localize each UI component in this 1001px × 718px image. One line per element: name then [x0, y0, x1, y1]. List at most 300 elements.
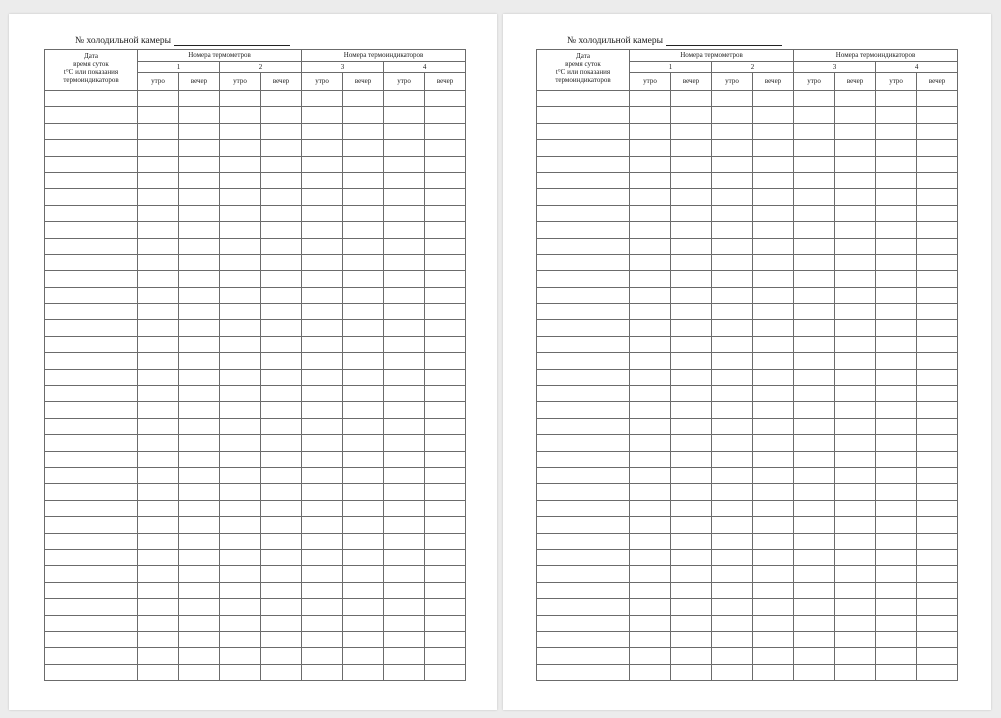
- reading-cell[interactable]: [753, 648, 794, 664]
- reading-cell[interactable]: [876, 533, 917, 549]
- reading-cell[interactable]: [384, 615, 425, 631]
- reading-cell[interactable]: [630, 451, 671, 467]
- reading-cell[interactable]: [425, 107, 466, 123]
- reading-cell[interactable]: [835, 238, 876, 254]
- reading-cell[interactable]: [425, 140, 466, 156]
- reading-cell[interactable]: [343, 205, 384, 221]
- reading-cell[interactable]: [343, 353, 384, 369]
- reading-cell[interactable]: [425, 517, 466, 533]
- date-cell[interactable]: [45, 140, 138, 156]
- reading-cell[interactable]: [220, 238, 261, 254]
- date-cell[interactable]: [45, 287, 138, 303]
- reading-cell[interactable]: [753, 500, 794, 516]
- reading-cell[interactable]: [917, 599, 958, 615]
- reading-cell[interactable]: [835, 369, 876, 385]
- reading-cell[interactable]: [712, 156, 753, 172]
- reading-cell[interactable]: [343, 172, 384, 188]
- reading-cell[interactable]: [302, 353, 343, 369]
- reading-cell[interactable]: [712, 533, 753, 549]
- reading-cell[interactable]: [343, 336, 384, 352]
- reading-cell[interactable]: [753, 615, 794, 631]
- reading-cell[interactable]: [384, 500, 425, 516]
- reading-cell[interactable]: [179, 484, 220, 500]
- reading-cell[interactable]: [794, 172, 835, 188]
- reading-cell[interactable]: [876, 353, 917, 369]
- reading-cell[interactable]: [876, 271, 917, 287]
- reading-cell[interactable]: [302, 648, 343, 664]
- date-cell[interactable]: [45, 533, 138, 549]
- reading-cell[interactable]: [302, 271, 343, 287]
- reading-cell[interactable]: [302, 517, 343, 533]
- reading-cell[interactable]: [384, 172, 425, 188]
- reading-cell[interactable]: [261, 664, 302, 680]
- reading-cell[interactable]: [835, 418, 876, 434]
- reading-cell[interactable]: [876, 517, 917, 533]
- reading-cell[interactable]: [917, 320, 958, 336]
- date-cell[interactable]: [45, 631, 138, 647]
- date-cell[interactable]: [45, 369, 138, 385]
- reading-cell[interactable]: [630, 467, 671, 483]
- reading-cell[interactable]: [753, 156, 794, 172]
- reading-cell[interactable]: [261, 336, 302, 352]
- reading-cell[interactable]: [712, 140, 753, 156]
- date-cell[interactable]: [45, 386, 138, 402]
- reading-cell[interactable]: [630, 107, 671, 123]
- reading-cell[interactable]: [179, 222, 220, 238]
- reading-cell[interactable]: [138, 631, 179, 647]
- reading-cell[interactable]: [835, 123, 876, 139]
- reading-cell[interactable]: [630, 615, 671, 631]
- reading-cell[interactable]: [343, 287, 384, 303]
- reading-cell[interactable]: [794, 599, 835, 615]
- reading-cell[interactable]: [630, 517, 671, 533]
- reading-cell[interactable]: [917, 140, 958, 156]
- reading-cell[interactable]: [876, 582, 917, 598]
- reading-cell[interactable]: [138, 418, 179, 434]
- reading-cell[interactable]: [794, 336, 835, 352]
- reading-cell[interactable]: [753, 467, 794, 483]
- reading-cell[interactable]: [343, 664, 384, 680]
- reading-cell[interactable]: [220, 418, 261, 434]
- date-cell[interactable]: [537, 123, 630, 139]
- reading-cell[interactable]: [835, 599, 876, 615]
- date-cell[interactable]: [537, 418, 630, 434]
- date-cell[interactable]: [537, 566, 630, 582]
- reading-cell[interactable]: [179, 418, 220, 434]
- reading-cell[interactable]: [671, 205, 712, 221]
- reading-cell[interactable]: [835, 287, 876, 303]
- date-cell[interactable]: [45, 189, 138, 205]
- reading-cell[interactable]: [712, 320, 753, 336]
- reading-cell[interactable]: [753, 353, 794, 369]
- reading-cell[interactable]: [876, 222, 917, 238]
- reading-cell[interactable]: [425, 418, 466, 434]
- reading-cell[interactable]: [179, 402, 220, 418]
- reading-cell[interactable]: [138, 369, 179, 385]
- reading-cell[interactable]: [343, 254, 384, 270]
- reading-cell[interactable]: [425, 222, 466, 238]
- reading-cell[interactable]: [630, 189, 671, 205]
- reading-cell[interactable]: [630, 140, 671, 156]
- reading-cell[interactable]: [794, 467, 835, 483]
- reading-cell[interactable]: [220, 517, 261, 533]
- reading-cell[interactable]: [917, 271, 958, 287]
- date-cell[interactable]: [537, 287, 630, 303]
- reading-cell[interactable]: [302, 336, 343, 352]
- reading-cell[interactable]: [753, 582, 794, 598]
- reading-cell[interactable]: [384, 205, 425, 221]
- reading-cell[interactable]: [630, 222, 671, 238]
- reading-cell[interactable]: [917, 566, 958, 582]
- reading-cell[interactable]: [671, 402, 712, 418]
- reading-cell[interactable]: [425, 254, 466, 270]
- reading-cell[interactable]: [794, 386, 835, 402]
- reading-cell[interactable]: [384, 238, 425, 254]
- reading-cell[interactable]: [712, 304, 753, 320]
- reading-cell[interactable]: [138, 172, 179, 188]
- reading-cell[interactable]: [179, 254, 220, 270]
- reading-cell[interactable]: [179, 631, 220, 647]
- reading-cell[interactable]: [794, 664, 835, 680]
- reading-cell[interactable]: [917, 189, 958, 205]
- reading-cell[interactable]: [671, 599, 712, 615]
- reading-cell[interactable]: [138, 566, 179, 582]
- reading-cell[interactable]: [343, 648, 384, 664]
- reading-cell[interactable]: [138, 320, 179, 336]
- reading-cell[interactable]: [302, 451, 343, 467]
- reading-cell[interactable]: [138, 549, 179, 565]
- reading-cell[interactable]: [138, 107, 179, 123]
- reading-cell[interactable]: [384, 599, 425, 615]
- reading-cell[interactable]: [712, 599, 753, 615]
- date-cell[interactable]: [45, 320, 138, 336]
- reading-cell[interactable]: [425, 402, 466, 418]
- reading-cell[interactable]: [671, 386, 712, 402]
- reading-cell[interactable]: [753, 271, 794, 287]
- reading-cell[interactable]: [261, 140, 302, 156]
- reading-cell[interactable]: [302, 386, 343, 402]
- reading-cell[interactable]: [179, 336, 220, 352]
- reading-cell[interactable]: [261, 271, 302, 287]
- reading-cell[interactable]: [671, 271, 712, 287]
- reading-cell[interactable]: [384, 353, 425, 369]
- reading-cell[interactable]: [384, 517, 425, 533]
- reading-cell[interactable]: [261, 648, 302, 664]
- reading-cell[interactable]: [712, 451, 753, 467]
- date-cell[interactable]: [537, 664, 630, 680]
- reading-cell[interactable]: [302, 369, 343, 385]
- reading-cell[interactable]: [794, 402, 835, 418]
- reading-cell[interactable]: [179, 353, 220, 369]
- date-cell[interactable]: [45, 238, 138, 254]
- reading-cell[interactable]: [712, 107, 753, 123]
- reading-cell[interactable]: [712, 238, 753, 254]
- reading-cell[interactable]: [179, 451, 220, 467]
- reading-cell[interactable]: [138, 500, 179, 516]
- reading-cell[interactable]: [794, 582, 835, 598]
- reading-cell[interactable]: [712, 402, 753, 418]
- reading-cell[interactable]: [630, 369, 671, 385]
- reading-cell[interactable]: [425, 205, 466, 221]
- reading-cell[interactable]: [343, 631, 384, 647]
- reading-cell[interactable]: [179, 172, 220, 188]
- reading-cell[interactable]: [425, 238, 466, 254]
- reading-cell[interactable]: [179, 664, 220, 680]
- reading-cell[interactable]: [343, 615, 384, 631]
- reading-cell[interactable]: [712, 369, 753, 385]
- reading-cell[interactable]: [220, 140, 261, 156]
- reading-cell[interactable]: [220, 549, 261, 565]
- date-cell[interactable]: [45, 467, 138, 483]
- reading-cell[interactable]: [425, 631, 466, 647]
- reading-cell[interactable]: [876, 549, 917, 565]
- reading-cell[interactable]: [671, 336, 712, 352]
- reading-cell[interactable]: [876, 320, 917, 336]
- reading-cell[interactable]: [753, 222, 794, 238]
- reading-cell[interactable]: [425, 353, 466, 369]
- reading-cell[interactable]: [425, 500, 466, 516]
- reading-cell[interactable]: [138, 484, 179, 500]
- reading-cell[interactable]: [630, 484, 671, 500]
- reading-cell[interactable]: [712, 222, 753, 238]
- reading-cell[interactable]: [630, 631, 671, 647]
- reading-cell[interactable]: [179, 615, 220, 631]
- reading-cell[interactable]: [261, 369, 302, 385]
- date-cell[interactable]: [537, 402, 630, 418]
- reading-cell[interactable]: [261, 500, 302, 516]
- reading-cell[interactable]: [917, 467, 958, 483]
- reading-cell[interactable]: [138, 156, 179, 172]
- reading-cell[interactable]: [302, 467, 343, 483]
- reading-cell[interactable]: [917, 631, 958, 647]
- reading-cell[interactable]: [835, 353, 876, 369]
- reading-cell[interactable]: [876, 664, 917, 680]
- reading-cell[interactable]: [876, 418, 917, 434]
- reading-cell[interactable]: [138, 615, 179, 631]
- reading-cell[interactable]: [876, 156, 917, 172]
- reading-cell[interactable]: [630, 336, 671, 352]
- reading-cell[interactable]: [179, 189, 220, 205]
- reading-cell[interactable]: [343, 467, 384, 483]
- reading-cell[interactable]: [261, 599, 302, 615]
- reading-cell[interactable]: [876, 205, 917, 221]
- date-cell[interactable]: [45, 156, 138, 172]
- reading-cell[interactable]: [220, 631, 261, 647]
- date-cell[interactable]: [537, 386, 630, 402]
- reading-cell[interactable]: [671, 287, 712, 303]
- reading-cell[interactable]: [835, 271, 876, 287]
- reading-cell[interactable]: [343, 484, 384, 500]
- reading-cell[interactable]: [917, 648, 958, 664]
- reading-cell[interactable]: [753, 320, 794, 336]
- reading-cell[interactable]: [220, 353, 261, 369]
- reading-cell[interactable]: [794, 140, 835, 156]
- reading-cell[interactable]: [384, 484, 425, 500]
- reading-cell[interactable]: [343, 418, 384, 434]
- reading-cell[interactable]: [261, 320, 302, 336]
- date-cell[interactable]: [537, 435, 630, 451]
- reading-cell[interactable]: [384, 271, 425, 287]
- reading-cell[interactable]: [220, 336, 261, 352]
- reading-cell[interactable]: [671, 648, 712, 664]
- date-cell[interactable]: [45, 664, 138, 680]
- reading-cell[interactable]: [671, 582, 712, 598]
- reading-cell[interactable]: [138, 599, 179, 615]
- reading-cell[interactable]: [917, 205, 958, 221]
- reading-cell[interactable]: [917, 238, 958, 254]
- date-cell[interactable]: [537, 336, 630, 352]
- reading-cell[interactable]: [630, 664, 671, 680]
- reading-cell[interactable]: [835, 467, 876, 483]
- reading-cell[interactable]: [343, 107, 384, 123]
- reading-cell[interactable]: [876, 402, 917, 418]
- reading-cell[interactable]: [220, 107, 261, 123]
- reading-cell[interactable]: [876, 615, 917, 631]
- date-cell[interactable]: [537, 500, 630, 516]
- reading-cell[interactable]: [917, 91, 958, 107]
- reading-cell[interactable]: [261, 222, 302, 238]
- reading-cell[interactable]: [630, 205, 671, 221]
- reading-cell[interactable]: [220, 254, 261, 270]
- reading-cell[interactable]: [302, 287, 343, 303]
- reading-cell[interactable]: [220, 648, 261, 664]
- reading-cell[interactable]: [261, 402, 302, 418]
- reading-cell[interactable]: [630, 123, 671, 139]
- reading-cell[interactable]: [712, 467, 753, 483]
- date-cell[interactable]: [537, 189, 630, 205]
- reading-cell[interactable]: [179, 566, 220, 582]
- reading-cell[interactable]: [876, 254, 917, 270]
- reading-cell[interactable]: [712, 205, 753, 221]
- reading-cell[interactable]: [384, 222, 425, 238]
- reading-cell[interactable]: [261, 467, 302, 483]
- reading-cell[interactable]: [261, 107, 302, 123]
- date-cell[interactable]: [537, 107, 630, 123]
- reading-cell[interactable]: [261, 549, 302, 565]
- reading-cell[interactable]: [794, 484, 835, 500]
- reading-cell[interactable]: [343, 599, 384, 615]
- reading-cell[interactable]: [753, 418, 794, 434]
- reading-cell[interactable]: [261, 517, 302, 533]
- reading-cell[interactable]: [753, 107, 794, 123]
- date-cell[interactable]: [45, 205, 138, 221]
- reading-cell[interactable]: [835, 549, 876, 565]
- date-cell[interactable]: [45, 123, 138, 139]
- reading-cell[interactable]: [220, 599, 261, 615]
- reading-cell[interactable]: [302, 254, 343, 270]
- reading-cell[interactable]: [794, 549, 835, 565]
- reading-cell[interactable]: [753, 287, 794, 303]
- reading-cell[interactable]: [630, 386, 671, 402]
- reading-cell[interactable]: [302, 156, 343, 172]
- reading-cell[interactable]: [138, 467, 179, 483]
- reading-cell[interactable]: [794, 205, 835, 221]
- reading-cell[interactable]: [794, 369, 835, 385]
- date-cell[interactable]: [45, 484, 138, 500]
- reading-cell[interactable]: [876, 140, 917, 156]
- reading-cell[interactable]: [384, 451, 425, 467]
- reading-cell[interactable]: [138, 287, 179, 303]
- reading-cell[interactable]: [671, 123, 712, 139]
- reading-cell[interactable]: [343, 533, 384, 549]
- reading-cell[interactable]: [384, 648, 425, 664]
- reading-cell[interactable]: [179, 599, 220, 615]
- reading-cell[interactable]: [220, 402, 261, 418]
- reading-cell[interactable]: [384, 287, 425, 303]
- reading-cell[interactable]: [261, 386, 302, 402]
- reading-cell[interactable]: [835, 222, 876, 238]
- reading-cell[interactable]: [343, 320, 384, 336]
- reading-cell[interactable]: [671, 566, 712, 582]
- reading-cell[interactable]: [794, 222, 835, 238]
- reading-cell[interactable]: [671, 304, 712, 320]
- reading-cell[interactable]: [425, 304, 466, 320]
- date-cell[interactable]: [45, 582, 138, 598]
- reading-cell[interactable]: [753, 189, 794, 205]
- reading-cell[interactable]: [343, 582, 384, 598]
- reading-cell[interactable]: [835, 500, 876, 516]
- reading-cell[interactable]: [876, 648, 917, 664]
- reading-cell[interactable]: [876, 123, 917, 139]
- reading-cell[interactable]: [671, 254, 712, 270]
- reading-cell[interactable]: [425, 467, 466, 483]
- reading-cell[interactable]: [630, 172, 671, 188]
- reading-cell[interactable]: [835, 254, 876, 270]
- reading-cell[interactable]: [917, 107, 958, 123]
- reading-cell[interactable]: [138, 517, 179, 533]
- reading-cell[interactable]: [794, 631, 835, 647]
- reading-cell[interactable]: [179, 500, 220, 516]
- reading-cell[interactable]: [179, 156, 220, 172]
- date-cell[interactable]: [45, 172, 138, 188]
- reading-cell[interactable]: [630, 271, 671, 287]
- reading-cell[interactable]: [261, 287, 302, 303]
- reading-cell[interactable]: [876, 599, 917, 615]
- reading-cell[interactable]: [302, 140, 343, 156]
- reading-cell[interactable]: [712, 615, 753, 631]
- reading-cell[interactable]: [179, 304, 220, 320]
- reading-cell[interactable]: [302, 582, 343, 598]
- reading-cell[interactable]: [343, 402, 384, 418]
- reading-cell[interactable]: [302, 664, 343, 680]
- reading-cell[interactable]: [179, 517, 220, 533]
- reading-cell[interactable]: [753, 369, 794, 385]
- reading-cell[interactable]: [712, 172, 753, 188]
- reading-cell[interactable]: [261, 484, 302, 500]
- reading-cell[interactable]: [220, 484, 261, 500]
- reading-cell[interactable]: [138, 254, 179, 270]
- reading-cell[interactable]: [876, 287, 917, 303]
- reading-cell[interactable]: [302, 615, 343, 631]
- reading-cell[interactable]: [179, 582, 220, 598]
- reading-cell[interactable]: [794, 91, 835, 107]
- reading-cell[interactable]: [302, 123, 343, 139]
- reading-cell[interactable]: [220, 533, 261, 549]
- reading-cell[interactable]: [343, 238, 384, 254]
- reading-cell[interactable]: [220, 664, 261, 680]
- reading-cell[interactable]: [671, 172, 712, 188]
- date-cell[interactable]: [45, 451, 138, 467]
- reading-cell[interactable]: [712, 484, 753, 500]
- reading-cell[interactable]: [794, 254, 835, 270]
- reading-cell[interactable]: [220, 566, 261, 582]
- reading-cell[interactable]: [261, 435, 302, 451]
- date-cell[interactable]: [45, 304, 138, 320]
- reading-cell[interactable]: [712, 336, 753, 352]
- reading-cell[interactable]: [917, 156, 958, 172]
- reading-cell[interactable]: [343, 451, 384, 467]
- date-cell[interactable]: [537, 320, 630, 336]
